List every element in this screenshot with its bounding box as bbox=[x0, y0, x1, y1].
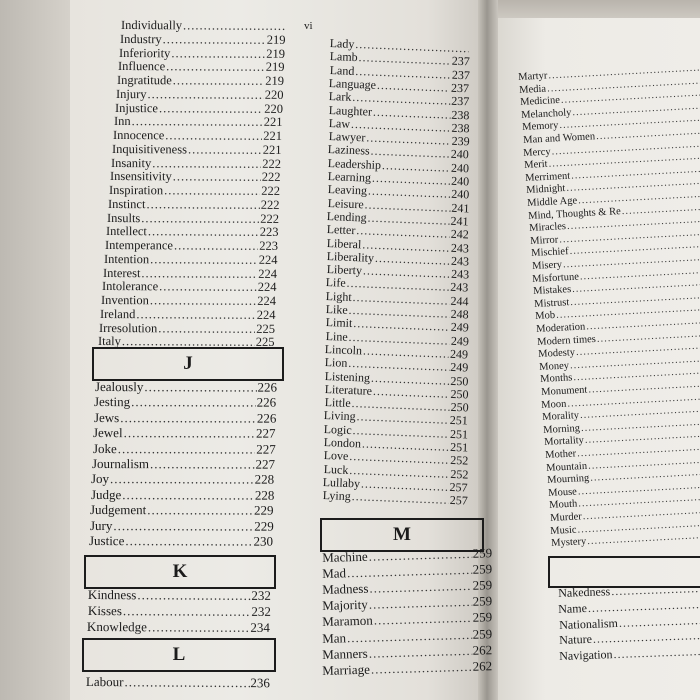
entry-page-number: 248 bbox=[450, 306, 469, 322]
entry-term: Moderation bbox=[536, 321, 586, 335]
entry-term: Lincoln bbox=[324, 341, 363, 358]
entry-term: Laughter bbox=[328, 102, 373, 119]
entry-page-number: 249 bbox=[450, 360, 469, 375]
entry-term: Nature bbox=[558, 632, 593, 648]
entry-term: Modesty bbox=[537, 347, 576, 361]
entry-term: Medicine bbox=[519, 95, 560, 109]
entry-term: Kindness bbox=[87, 587, 137, 603]
entry-term: Land bbox=[329, 62, 355, 78]
entry-page-number: 222 bbox=[261, 170, 281, 185]
entry-page-number: 227 bbox=[255, 456, 275, 472]
entry-page-number: 234 bbox=[250, 619, 270, 635]
index-entry bbox=[91, 487, 274, 504]
entry-term: Like bbox=[325, 302, 348, 317]
entry-term: Memory bbox=[521, 120, 559, 134]
entry-page-number: 224 bbox=[258, 252, 278, 267]
entry-term: Intellect bbox=[105, 224, 147, 239]
entry-term: Living bbox=[323, 408, 357, 424]
entry-term: Navigation bbox=[559, 647, 613, 664]
entry-term: Mother bbox=[545, 448, 577, 461]
entry-term: Jealously bbox=[94, 379, 144, 395]
entry-page-number: 262 bbox=[472, 657, 493, 674]
entry-page-number: 223 bbox=[259, 238, 278, 253]
entry-term: Instinct bbox=[107, 196, 146, 211]
entry-page-number: 259 bbox=[472, 545, 493, 561]
entry-page-number: 221 bbox=[263, 115, 283, 130]
entry-term: Mistakes bbox=[533, 284, 572, 298]
entry-term: Irresolution bbox=[98, 320, 158, 335]
entry-term: Lullaby bbox=[322, 474, 361, 491]
entry-term: Majority bbox=[322, 597, 368, 614]
leader-dots bbox=[147, 87, 263, 103]
entry-page-number: 224 bbox=[257, 293, 276, 308]
entry-term: Maramon bbox=[322, 612, 373, 630]
index-entry bbox=[94, 394, 276, 411]
entry-page-number: 226 bbox=[256, 410, 277, 426]
entry-page-number: 251 bbox=[449, 426, 469, 442]
entry-term: Inn bbox=[113, 114, 131, 129]
leader-dots bbox=[613, 644, 700, 662]
entry-page-number: 226 bbox=[257, 379, 277, 395]
entry-term: Little bbox=[324, 395, 351, 411]
index-entry bbox=[89, 533, 273, 550]
entry-page-number: 236 bbox=[250, 675, 270, 691]
entry-term: Moon bbox=[541, 398, 568, 411]
entry-term: Logic bbox=[323, 421, 353, 437]
entry-page-number: 243 bbox=[450, 266, 470, 282]
leader-dots bbox=[122, 603, 250, 620]
entry-term: Mirror bbox=[529, 234, 559, 247]
entry-term: Mercy bbox=[523, 146, 552, 159]
entry-term: Martyr bbox=[518, 70, 548, 83]
entry-page-number: 250 bbox=[450, 373, 469, 389]
index-entry bbox=[94, 410, 276, 427]
leader-dots bbox=[120, 410, 256, 426]
entry-page-number: 240 bbox=[450, 160, 470, 176]
entry-term: Liberty bbox=[326, 262, 362, 278]
entry-page-number: 259 bbox=[472, 609, 493, 626]
entry-term: Ireland bbox=[99, 306, 136, 321]
entry-term: Lying bbox=[322, 488, 352, 504]
leader-dots bbox=[148, 619, 250, 636]
entry-page-number: 259 bbox=[472, 561, 493, 577]
entry-page-number: 237 bbox=[451, 93, 470, 109]
entry-term: Middle Age bbox=[527, 195, 578, 209]
entry-page-number: 219 bbox=[266, 46, 285, 61]
entry-term: Monument bbox=[540, 384, 588, 398]
leader-dots bbox=[144, 379, 256, 395]
leader-dots bbox=[150, 252, 258, 268]
entry-term: Justice bbox=[88, 533, 125, 549]
entry-page-number: 243 bbox=[450, 280, 469, 295]
entry-page-number: 238 bbox=[451, 107, 470, 122]
entry-term: Limit bbox=[325, 315, 353, 331]
book-left-edge bbox=[0, 0, 72, 700]
entry-page-number: 224 bbox=[257, 280, 277, 295]
entry-page-number: 223 bbox=[259, 225, 279, 240]
entry-term: Months bbox=[539, 372, 573, 386]
entry-page-number: 222 bbox=[260, 197, 280, 212]
leader-dots bbox=[131, 395, 256, 411]
entry-page-number: 249 bbox=[450, 333, 469, 349]
entry-term: Inferiority bbox=[118, 45, 171, 60]
entry-page-number: 224 bbox=[256, 307, 276, 322]
entry-term: Lending bbox=[326, 208, 368, 225]
entry-term: Innocence bbox=[112, 128, 165, 143]
leader-dots bbox=[125, 533, 252, 549]
entry-term: Intemperance bbox=[104, 238, 174, 253]
entry-page-number: 227 bbox=[255, 441, 276, 457]
entry-term: Learning bbox=[327, 169, 372, 185]
entry-page-number: 237 bbox=[451, 80, 470, 96]
entry-page-number: 249 bbox=[450, 346, 469, 362]
entry-term: Liberality bbox=[326, 248, 375, 265]
entry-term: Mischief bbox=[530, 246, 569, 260]
entry-page-number: 252 bbox=[449, 453, 469, 468]
entry-term: Modern times bbox=[536, 333, 597, 348]
entry-term: Joy bbox=[91, 471, 110, 487]
entry-term: Lark bbox=[328, 89, 352, 105]
entry-term: Light bbox=[325, 288, 353, 304]
leader-dots bbox=[122, 487, 254, 503]
leader-dots bbox=[147, 502, 253, 518]
leader-dots bbox=[117, 441, 255, 457]
entry-term: Leisure bbox=[327, 195, 364, 211]
leader-dots bbox=[150, 456, 254, 472]
index-entry bbox=[93, 425, 276, 442]
entry-term: Judgement bbox=[90, 502, 147, 518]
entry-page-number: 262 bbox=[472, 641, 493, 658]
entry-term: Mountain bbox=[545, 460, 588, 474]
entry-page-number: 228 bbox=[255, 471, 275, 488]
entry-page-number: 227 bbox=[256, 425, 276, 441]
entry-term: Leaving bbox=[327, 182, 368, 198]
entry-term: Mind, Thoughts & Re bbox=[527, 205, 621, 222]
entry-term: Misfortune bbox=[532, 271, 580, 285]
entry-term: Miracles bbox=[528, 221, 567, 235]
entry-term: Merriment bbox=[525, 170, 571, 184]
entry-term: Insults bbox=[106, 210, 141, 225]
entry-page-number: 259 bbox=[472, 625, 493, 642]
entry-term: Language bbox=[328, 75, 377, 92]
entry-page-number: 242 bbox=[450, 226, 470, 242]
index-entry bbox=[90, 502, 274, 519]
leader-dots bbox=[374, 610, 472, 629]
entry-term: Jury bbox=[89, 517, 112, 533]
entry-term: Money bbox=[538, 360, 569, 373]
index-entry bbox=[90, 518, 274, 535]
leader-dots bbox=[146, 197, 259, 213]
entry-term: Interest bbox=[102, 265, 141, 280]
entry-term: Luck bbox=[323, 461, 349, 477]
entry-term: Murder bbox=[549, 511, 582, 524]
entry-term: Love bbox=[323, 448, 349, 464]
entry-term: Inquisitiveness bbox=[111, 141, 187, 157]
entry-term: Music bbox=[550, 524, 578, 537]
leader-dots bbox=[136, 307, 255, 323]
entry-page-number: 241 bbox=[450, 213, 470, 229]
entry-page-number: 237 bbox=[451, 53, 470, 69]
entry-page-number: 232 bbox=[250, 603, 271, 619]
entry-term: Jews bbox=[93, 409, 120, 425]
entry-term: Intolerance bbox=[101, 279, 159, 294]
entry-term: Influence bbox=[117, 59, 166, 74]
entry-term: Manners bbox=[322, 645, 368, 662]
entry-term: Morality bbox=[542, 410, 580, 424]
entry-term: Mystery bbox=[551, 536, 587, 550]
section-header-j bbox=[92, 347, 284, 381]
entry-term: Individually bbox=[120, 18, 183, 33]
section-header-k bbox=[84, 555, 276, 589]
entry-term: Lady bbox=[329, 36, 355, 51]
leader-dots bbox=[124, 425, 256, 441]
index-entry bbox=[87, 619, 270, 636]
index-entry bbox=[91, 471, 274, 488]
entry-page-number: 226 bbox=[257, 394, 277, 411]
entry-page-number: 251 bbox=[449, 413, 469, 428]
entry-term: Ingratitude bbox=[116, 73, 172, 88]
leader-dots bbox=[113, 518, 253, 534]
entry-term: Mouth bbox=[548, 498, 578, 512]
page-number: vi bbox=[304, 20, 313, 32]
entry-term: Italy bbox=[97, 334, 121, 349]
entry-term: Marriage bbox=[322, 661, 371, 678]
entry-page-number: 229 bbox=[254, 502, 274, 518]
index-entry bbox=[86, 674, 270, 691]
entry-page-number: 222 bbox=[262, 156, 281, 171]
entry-page-number: 225 bbox=[255, 335, 275, 350]
entry-page-number: 241 bbox=[450, 200, 470, 216]
entry-term: Insanity bbox=[110, 155, 152, 170]
index-entry bbox=[88, 587, 271, 604]
entry-page-number: 220 bbox=[264, 87, 284, 102]
entry-page-number: 224 bbox=[258, 266, 277, 281]
section-letter: K bbox=[172, 561, 188, 582]
leader-dots bbox=[163, 32, 266, 48]
entry-page-number: 222 bbox=[260, 211, 279, 226]
entry-page-number: 219 bbox=[265, 60, 285, 75]
entry-term: Listening bbox=[324, 368, 371, 385]
entry-page-number: 225 bbox=[256, 321, 275, 336]
entry-term: Laziness bbox=[327, 142, 371, 158]
entry-term: Inspiration bbox=[108, 183, 164, 198]
entry-page-number: 228 bbox=[254, 487, 275, 503]
entry-term: Mourning bbox=[546, 472, 590, 487]
entry-term: Insensitivity bbox=[109, 169, 172, 184]
entry-page-number: 259 bbox=[472, 577, 493, 593]
entry-page-number: 232 bbox=[251, 587, 271, 603]
leader-dots bbox=[137, 587, 250, 604]
entry-page-number: 257 bbox=[449, 493, 469, 508]
entry-page-number: 257 bbox=[449, 479, 469, 495]
entry-page-number: 240 bbox=[450, 187, 470, 202]
leader-dots bbox=[188, 142, 262, 157]
entry-term: Merit bbox=[524, 158, 549, 172]
entry-term: Industry bbox=[119, 31, 162, 46]
index-entry bbox=[93, 441, 276, 458]
entry-term: Liberal bbox=[326, 235, 362, 251]
entry-term: Man and Women bbox=[522, 131, 595, 146]
entry-page-number: 219 bbox=[265, 73, 284, 88]
entry-page-number: 244 bbox=[450, 293, 469, 309]
entry-page-number: 230 bbox=[253, 533, 273, 549]
entry-page-number: 222 bbox=[261, 183, 280, 198]
entry-page-number: 249 bbox=[450, 320, 469, 335]
entry-term: Labour bbox=[85, 674, 124, 690]
entry-page-number: 237 bbox=[451, 67, 470, 82]
entry-term: Leadership bbox=[327, 155, 382, 172]
entry-term: Judge bbox=[90, 486, 122, 502]
entry-term: Media bbox=[518, 83, 547, 96]
section-header-l bbox=[82, 638, 276, 672]
entry-term: Misery bbox=[531, 259, 562, 272]
entry-term: Injustice bbox=[114, 100, 159, 115]
entry-page-number: 250 bbox=[450, 399, 469, 415]
entry-page-number: 221 bbox=[263, 128, 282, 143]
entry-term: Lawyer bbox=[328, 129, 366, 145]
entry-term: Knowledge bbox=[86, 619, 147, 635]
entry-term: Machine bbox=[322, 548, 368, 565]
entry-term: Melancholy bbox=[520, 107, 572, 121]
entry-term: Joke bbox=[92, 440, 117, 456]
entry-term: Mouse bbox=[547, 486, 577, 499]
entry-term: Kisses bbox=[87, 603, 122, 619]
section-header-n bbox=[548, 556, 700, 588]
entry-page-number: 252 bbox=[449, 466, 469, 482]
entry-term: Mob bbox=[535, 310, 556, 323]
entry-term: Invention bbox=[100, 293, 149, 308]
entry-page-number: 243 bbox=[450, 253, 470, 269]
entry-term: Madness bbox=[322, 580, 369, 598]
entry-term: Jewel bbox=[93, 425, 123, 441]
entry-page-number: 250 bbox=[450, 386, 469, 402]
entry-term: Nakedness bbox=[558, 584, 611, 600]
entry-page-number: 229 bbox=[253, 518, 274, 534]
entry-page-number: 251 bbox=[449, 439, 469, 455]
entry-term: Mad bbox=[322, 565, 347, 582]
entry-term: Man bbox=[322, 629, 347, 646]
entry-term: Line bbox=[325, 328, 348, 344]
entry-page-number: 219 bbox=[266, 32, 286, 47]
entry-page-number: 240 bbox=[450, 147, 470, 162]
entry-term: Midnight bbox=[526, 183, 566, 197]
entry-term: Literature bbox=[324, 381, 373, 398]
entry-page-number: 259 bbox=[472, 593, 493, 610]
entry-term: Lamb bbox=[329, 49, 358, 65]
entry-term: Mortality bbox=[544, 435, 585, 449]
entry-term: Mistrust bbox=[534, 296, 570, 310]
section-letter: L bbox=[172, 644, 186, 665]
entry-page-number: 238 bbox=[451, 120, 470, 136]
section-header-m bbox=[320, 518, 484, 552]
entry-term: Life bbox=[325, 275, 347, 291]
entry-term: Journalism bbox=[91, 456, 150, 472]
entry-page-number: 239 bbox=[451, 133, 470, 149]
entry-term: Jesting bbox=[94, 394, 131, 410]
leader-dots bbox=[124, 674, 249, 691]
entry-term: London bbox=[323, 435, 362, 451]
entry-page-number: 240 bbox=[450, 173, 470, 189]
entry-term: Morning bbox=[543, 422, 581, 436]
leader-dots bbox=[110, 471, 254, 488]
entry-term: Nationalism bbox=[558, 615, 618, 632]
entry-term: Name bbox=[558, 600, 588, 616]
entry-term: Intention bbox=[103, 251, 150, 266]
entry-term: Lion bbox=[324, 355, 348, 371]
section-letter: J bbox=[183, 353, 193, 374]
entry-term: Law bbox=[328, 115, 351, 131]
section-letter: M bbox=[393, 524, 411, 545]
entry-page-number: 220 bbox=[264, 101, 283, 116]
entry-page-number: 221 bbox=[262, 142, 282, 157]
entry-term: Letter bbox=[326, 222, 356, 238]
index-entry bbox=[87, 603, 270, 620]
entry-page-number: 243 bbox=[450, 240, 470, 255]
entry-term: Injury bbox=[115, 86, 147, 101]
leader-dots bbox=[371, 659, 472, 678]
